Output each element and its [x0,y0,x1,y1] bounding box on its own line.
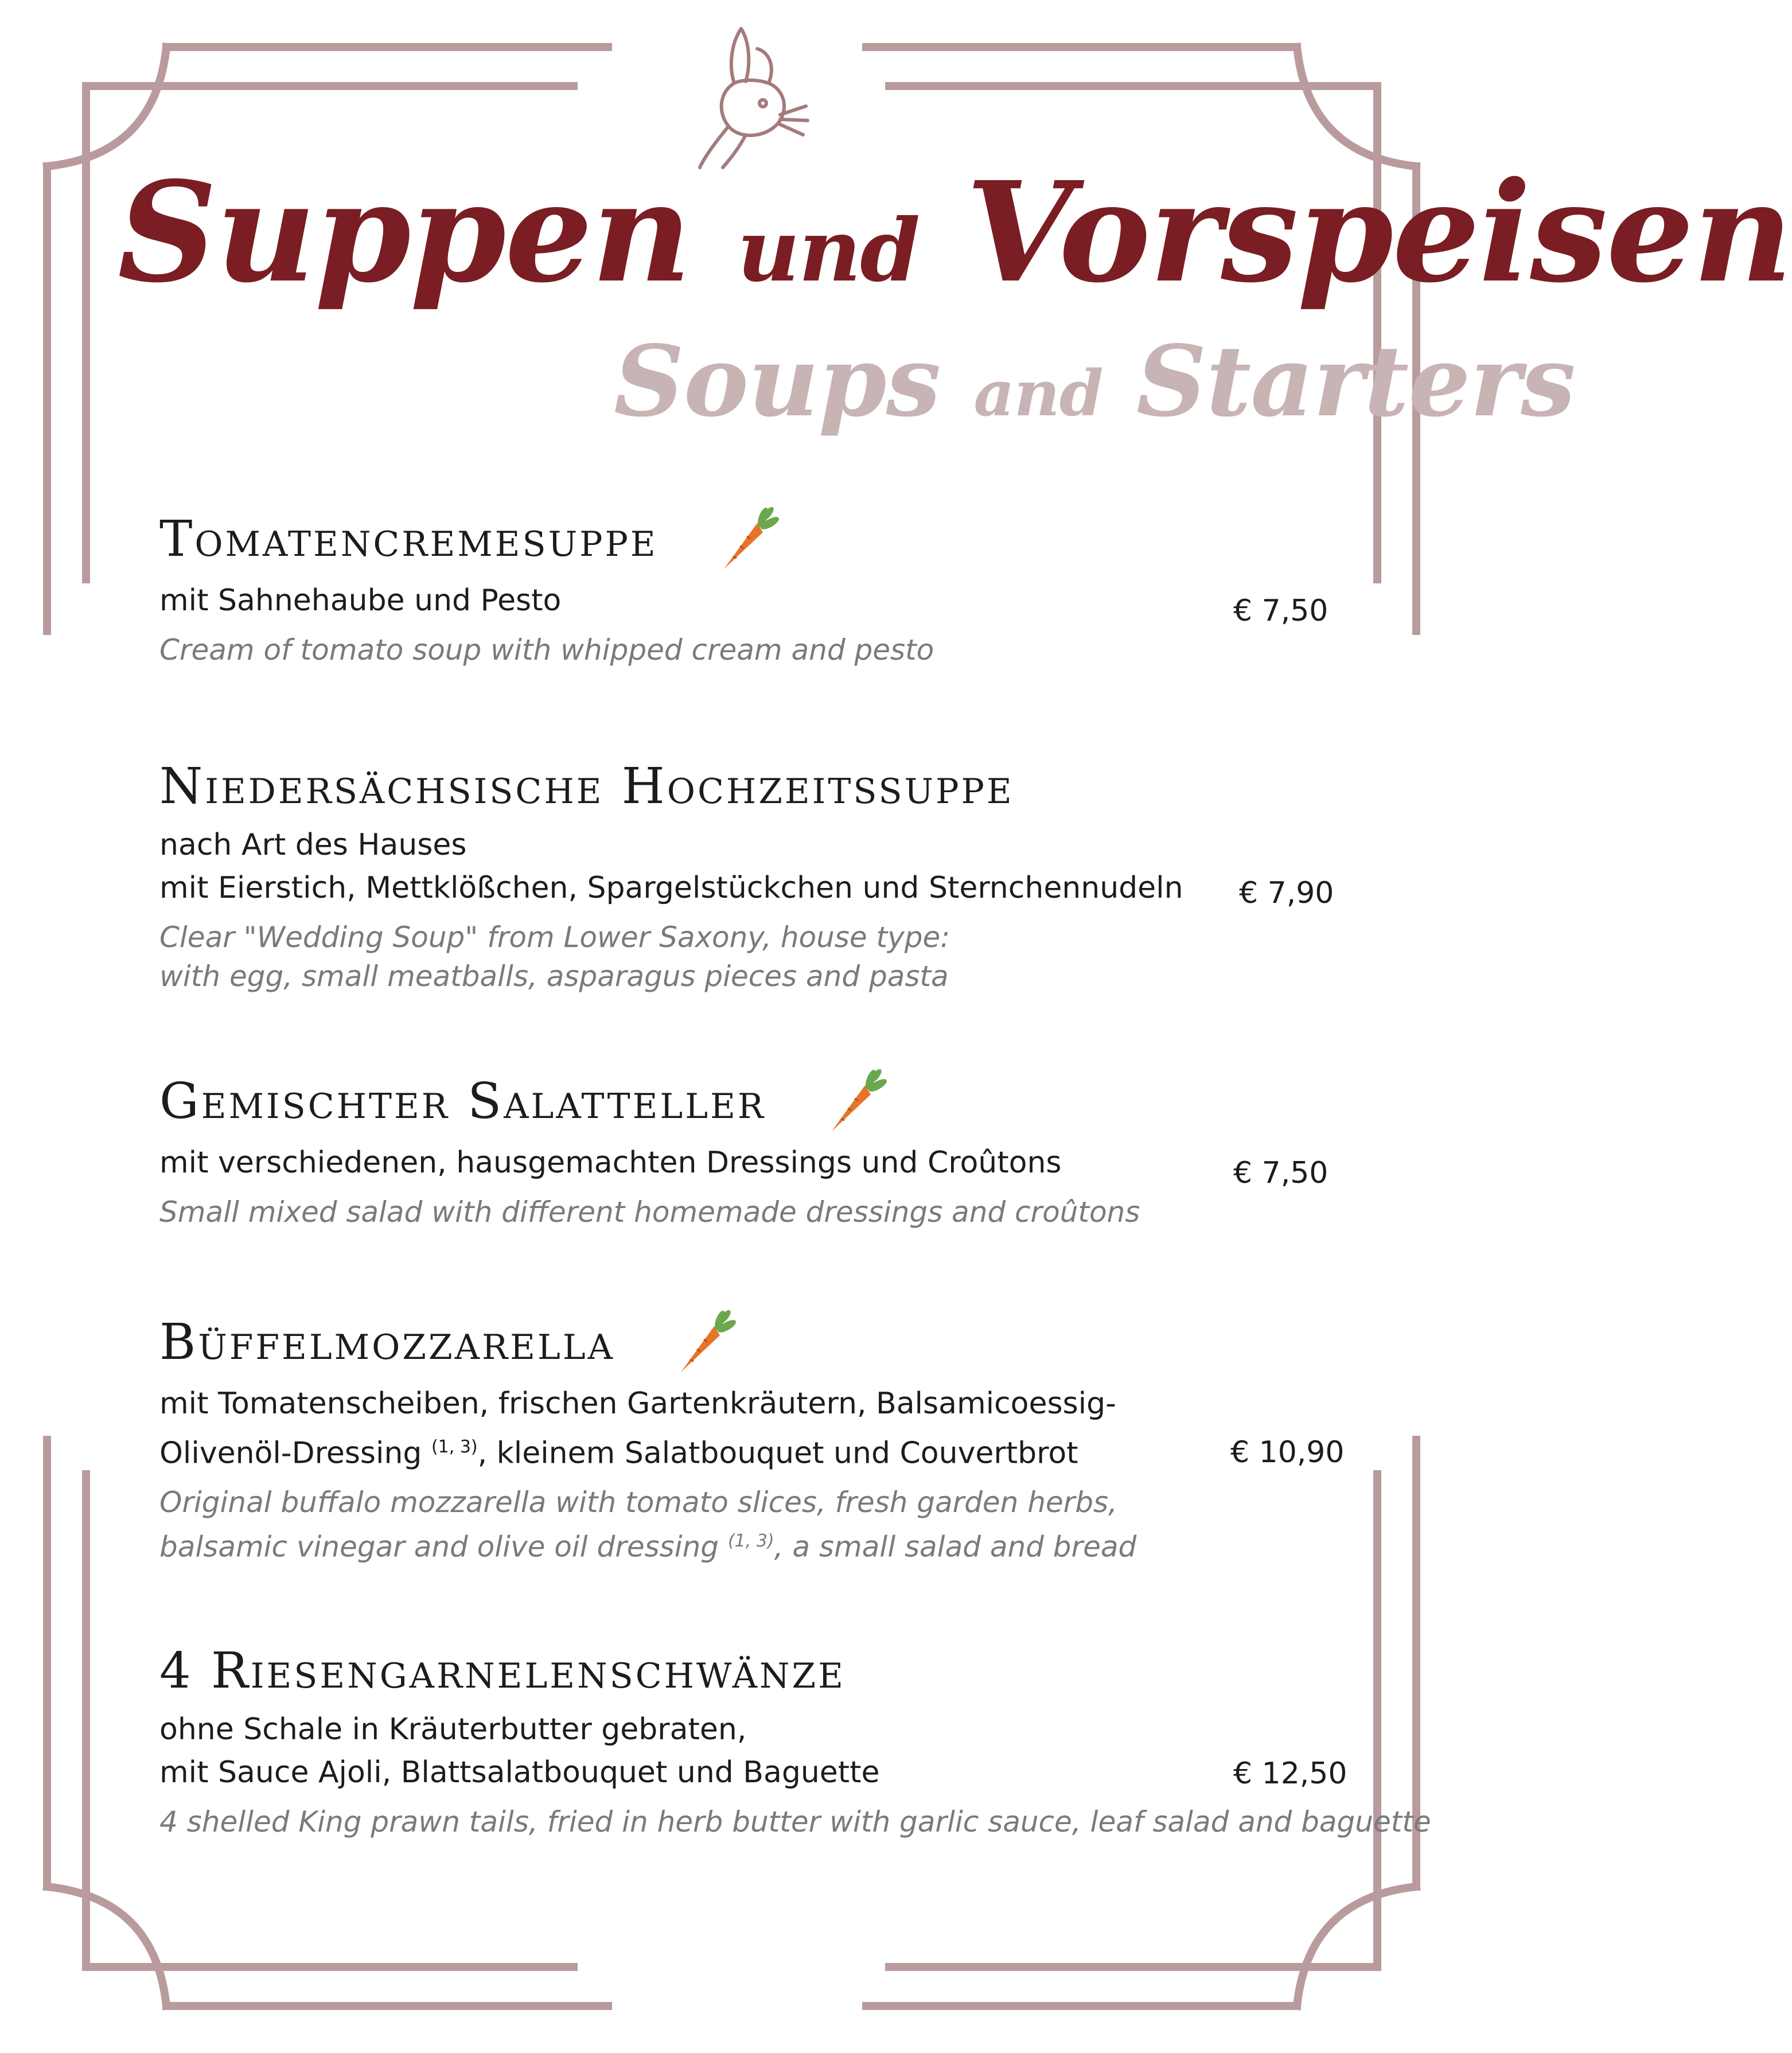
item-price: € 12,50 [1233,1756,1347,1791]
menu-item [159,755,1330,996]
item-description-de: mit verschiedenen, hausgemachten Dressings und Croûtons [159,1146,1062,1180]
item-description-en-2: with egg, small meatballs, asparagus pieces and pasta [159,960,949,993]
allergen-note: (1, 3) [727,1531,774,1552]
item-price: € 7,90 [1239,876,1334,910]
item-description-de-2a: Olivenöl-Dressing [159,1436,422,1471]
menu-item [159,1067,1330,1232]
item-description-en: Clear "Wedding Soup" from Lower Saxony, house type: [159,921,950,954]
item-price: € 10,90 [1230,1435,1345,1470]
item-price: € 7,50 [1233,1156,1329,1190]
item-name: Niedersächsische Hochzeitssuppe [159,758,1014,815]
carrot-icon [669,1308,738,1377]
item-price: € 7,50 [1233,594,1329,628]
item-description-en-2 [159,1522,1330,1567]
item-description-de: mit Tomatenscheiben, frischen Gartenkräutern, Balsamicoessig- [159,1386,1116,1421]
item-description-en-2b: , a small salad and bread [774,1530,1137,1564]
title-de-word-2: Vorspeisen [965,151,1792,313]
item-description-de-2: mit Sauce Ajoli, Blattsalatbouquet und Baguette [159,1755,880,1790]
carrot-icon [712,505,781,574]
page-title [118,146,1792,337]
item-description-de: mit Sahnehaube und Pesto [159,583,562,618]
item-name: Büffelmozzarella [159,1314,615,1371]
item-description-en: Original buffalo mozzarella with tomato slices, fresh garden herbs, [159,1486,1117,1520]
title-en-join: and [973,356,1103,430]
menu-item [159,505,1330,669]
item-name: 4 Riesengarnelenschwänze [159,1642,846,1700]
item-name: Tomatencremesuppe [159,511,658,568]
item-description-de-2: mit Eierstich, Mettklößchen, Spargelstückchen und Sternchennudeln [159,871,1183,905]
menu-item [159,1639,1431,1841]
item-description-en: Small mixed salad with different homemade dressings and croûtons [159,1195,1140,1229]
item-description-en: Cream of tomato soup with whipped cream and pesto [159,633,934,667]
item-name: Gemischter Salatteller [159,1073,766,1130]
item-description-de-2 [159,1425,1330,1475]
title-de-word-1: Suppen [118,151,691,313]
item-description-de: ohne Schale in Kräuterbutter gebraten, [159,1712,747,1747]
menu-item [159,1308,1330,1567]
item-description-de-2b: , kleinem Salatbouquet und Couvertbrot [477,1436,1078,1471]
title-de-join: und [737,200,920,301]
page-subtitle [614,321,1575,454]
title-en-word-2: Starters [1136,324,1575,439]
item-description-de: nach Art des Hauses [159,828,467,862]
carrot-icon [820,1067,889,1136]
title-en-word-1: Soups [614,324,941,439]
item-description-en: 4 shelled King prawn tails, fried in herb butter with garlic sauce, leaf salad and baguette [159,1805,1431,1838]
item-description-en-2a: balsamic vinegar and olive oil dressing [159,1530,719,1564]
allergen-note: (1, 3) [431,1437,478,1457]
